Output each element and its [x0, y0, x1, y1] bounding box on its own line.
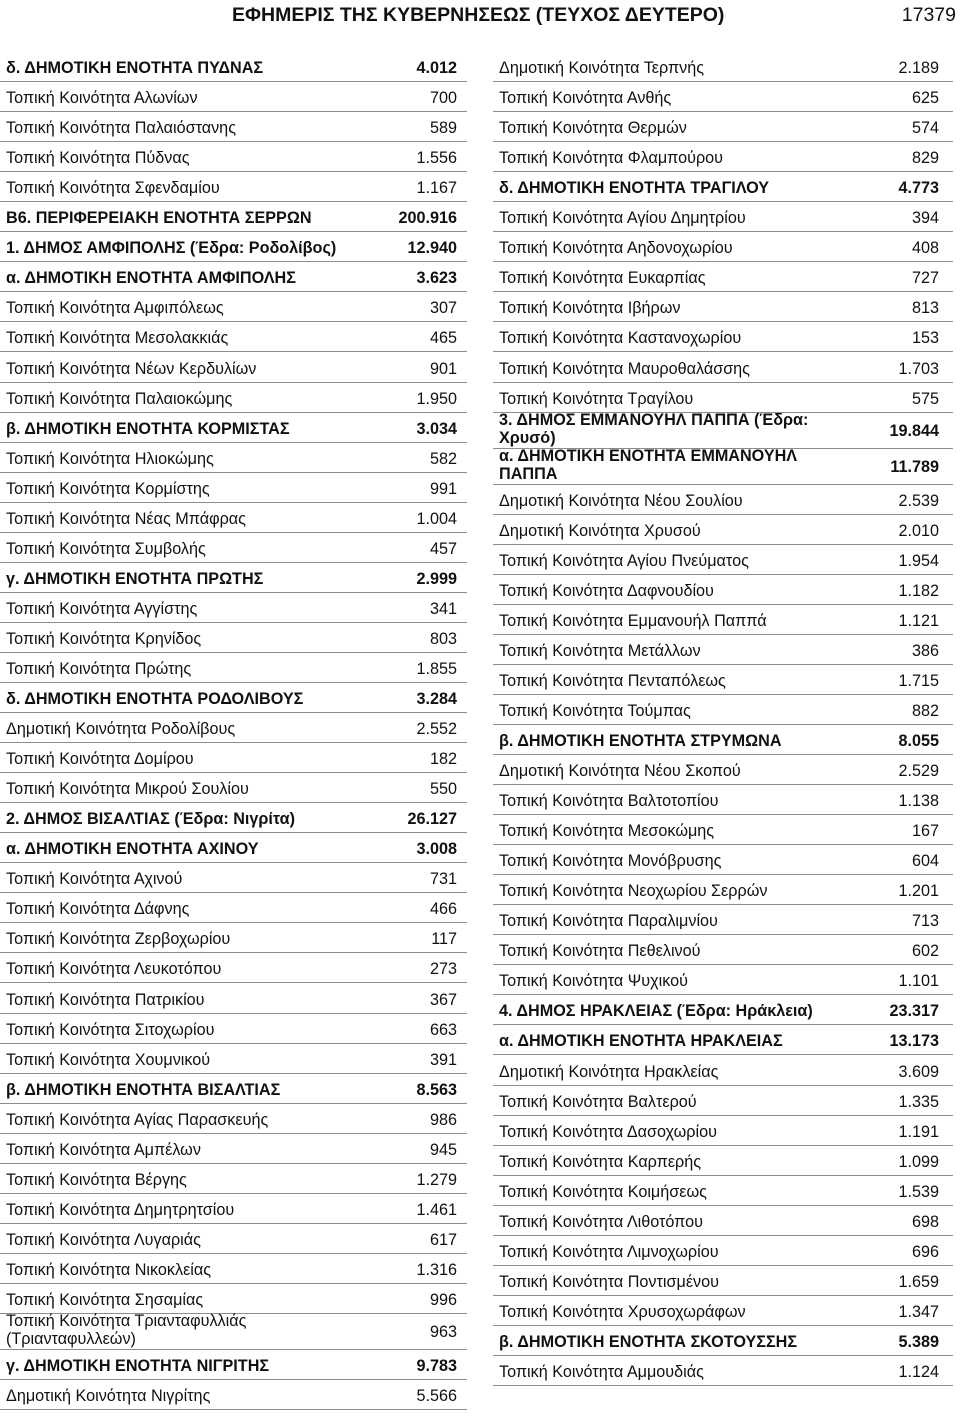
- community-name: α. ΔΗΜΟΤΙΚΗ ΕΝΟΤΗΤΑ ΑΜΦΙΠΟΛΗΣ: [6, 269, 296, 288]
- community-name: Τοπική Κοινότητα Φλαμπούρου: [499, 149, 724, 168]
- community-name: Δημοτική Κοινότητα Νέου Σκοπού: [499, 762, 741, 781]
- population-value: 341: [429, 599, 457, 618]
- section-heading-row: [493, 1326, 953, 1356]
- population-value: 986: [429, 1110, 457, 1129]
- population-value: 2.999: [416, 569, 457, 588]
- table-row: [493, 575, 953, 605]
- population-value: 582: [429, 449, 457, 468]
- table-row: [493, 1146, 953, 1176]
- population-value: 26.127: [407, 810, 457, 829]
- population-value: 2.010: [898, 521, 939, 540]
- community-name: 4. ΔΗΜΟΣ ΗΡΑΚΛΕΙΑΣ (Έδρα: Ηράκλεια): [499, 1002, 813, 1021]
- population-value: 696: [911, 1242, 939, 1261]
- population-value: 882: [911, 701, 939, 720]
- community-name: Τοπική Κοινότητα Καρπερής: [499, 1152, 702, 1171]
- community-name: Δημοτική Κοινότητα Χρυσού: [499, 521, 701, 540]
- section-heading-row: [493, 725, 953, 755]
- population-value: 1.191: [898, 1122, 939, 1141]
- community-name: Τοπική Κοινότητα Νεοχωρίου Σερρών: [499, 882, 768, 901]
- table-row: [493, 292, 953, 322]
- community-name: Τοπική Κοινότητα Βαλτερού: [499, 1092, 697, 1111]
- community-name: Τοπική Κοινότητα Πενταπόλεως: [499, 671, 726, 690]
- population-value: 2.529: [898, 762, 939, 781]
- population-value: 465: [429, 329, 457, 348]
- population-value: 1.954: [898, 551, 939, 570]
- population-value: 550: [429, 780, 457, 799]
- population-value: 1.347: [898, 1302, 939, 1321]
- population-value: 1.121: [898, 611, 939, 630]
- table-row: [0, 292, 467, 322]
- table-row: [0, 1311, 467, 1350]
- community-name: Τοπική Κοινότητα Ηλιοκώμης: [6, 449, 214, 468]
- community-name: δ. ΔΗΜΟΤΙΚΗ ΕΝΟΤΗΤΑ ΠΥΔΝΑΣ: [6, 59, 264, 78]
- community-name: Τοπική Κοινότητα Συμβολής: [6, 539, 206, 558]
- table-row: [0, 443, 467, 473]
- population-value: 1.335: [898, 1092, 939, 1111]
- community-name: Τοπική Κοινότητα Βέργης: [6, 1170, 187, 1189]
- population-value: 167: [911, 822, 939, 841]
- community-name: Δημοτική Κοινότητα Ηρακλείας: [499, 1062, 719, 1081]
- section-heading-row: [0, 262, 467, 292]
- population-value: 1.167: [416, 179, 457, 198]
- population-value: 3.623: [416, 269, 457, 288]
- table-row: [493, 965, 953, 995]
- section-heading-row: [0, 563, 467, 593]
- section-heading-row: [0, 1350, 467, 1380]
- community-name: Τοπική Κοινότητα Δάφνης: [6, 900, 190, 919]
- table-row: [0, 473, 467, 503]
- table-row: [493, 695, 953, 725]
- community-name: Τοπική Κοινότητα Παραλιμνίου: [499, 912, 718, 931]
- population-value: 117: [431, 930, 457, 949]
- table-row: [493, 1236, 953, 1266]
- population-value: 367: [429, 990, 457, 1009]
- section-heading-row: [0, 202, 467, 232]
- community-name: Τοπική Κοινότητα Παλαιόστανης: [6, 119, 236, 138]
- table-row: [0, 593, 467, 623]
- table-row: [0, 1104, 467, 1134]
- table-row: [0, 983, 467, 1013]
- table-row: [0, 112, 467, 142]
- table-row: [493, 875, 953, 905]
- population-value: 1.950: [416, 389, 457, 408]
- population-value: 182: [429, 750, 457, 769]
- community-name: Δημοτική Κοινότητα Ροδολίβους: [6, 720, 236, 739]
- table-row: [0, 893, 467, 923]
- community-name: Τοπική Κοινότητα Λιμνοχωρίου: [499, 1242, 719, 1261]
- community-name: Τοπική Κοινότητα Νέων Κερδυλίων: [6, 359, 257, 378]
- section-heading-row: [0, 232, 467, 262]
- table-row: [0, 623, 467, 653]
- community-name: Τοπική Κοινότητα Μικρού Σουλίου: [6, 780, 249, 799]
- population-value: 602: [911, 942, 939, 961]
- population-value: 1.539: [898, 1182, 939, 1201]
- population-value: 625: [911, 89, 939, 108]
- section-heading-row: [0, 413, 467, 443]
- table-row: [0, 953, 467, 983]
- table-row: [493, 515, 953, 545]
- community-name: Τοπική Κοινότητα Σφενδαμίου: [6, 179, 220, 198]
- table-row: [0, 713, 467, 743]
- community-name: Τοπική Κοινότητα Αμφιπόλεως: [6, 299, 224, 318]
- population-value: 1.703: [898, 359, 939, 378]
- community-name: Τοπική Κοινότητα Κοιμήσεως: [499, 1182, 707, 1201]
- community-name: Τοπική Κοινότητα Παλαιοκώμης: [6, 389, 233, 408]
- community-name: Τοπική Κοινότητα Αγίου Πνεύματος: [499, 551, 749, 570]
- community-name: Τοπική Κοινότητα Δομίρου: [6, 750, 194, 769]
- community-name: Τοπική Κοινότητα Νικοκλείας: [6, 1260, 212, 1279]
- population-value: 829: [911, 149, 939, 168]
- population-value: 963: [429, 1323, 457, 1342]
- table-row: [493, 845, 953, 875]
- table-row: [0, 1254, 467, 1284]
- table-row: [493, 262, 953, 292]
- population-value: 901: [429, 359, 457, 378]
- community-name: β. ΔΗΜΟΤΙΚΗ ΕΝΟΤΗΤΑ ΚΟΡΜΙΣΤΑΣ: [6, 419, 290, 438]
- population-value: 700: [429, 89, 457, 108]
- table-row: [0, 1194, 467, 1224]
- community-name: Τοπική Κοινότητα Ψυχικού: [499, 972, 688, 991]
- table-row: [493, 605, 953, 635]
- table-row: [493, 142, 953, 172]
- community-name: Τοπική Κοινότητα Ποντισμένου: [499, 1272, 719, 1291]
- community-name: Τοπική Κοινότητα Καστανοχωρίου: [499, 329, 742, 348]
- community-name: Τοπική Κοινότητα Ευκαρπίας: [499, 269, 706, 288]
- population-value: 996: [429, 1290, 457, 1309]
- right-column-table: [493, 52, 953, 1386]
- table-row: [0, 142, 467, 172]
- section-heading-row: [0, 52, 467, 82]
- community-name: Τοπική Κοινότητα Μεσολακκιάς: [6, 329, 229, 348]
- table-row: [493, 1206, 953, 1236]
- population-value: 386: [911, 641, 939, 660]
- community-name: Δημοτική Κοινότητα Νιγρίτης: [6, 1387, 211, 1406]
- community-name: Τοπική Κοινότητα Λευκοτόπου: [6, 960, 222, 979]
- table-row: [493, 112, 953, 142]
- population-value: 617: [429, 1230, 457, 1249]
- population-value: 2.552: [416, 720, 457, 739]
- community-name: Τοπική Κοινότητα Αηδονοχωρίου: [499, 239, 733, 258]
- community-name: Τοπική Κοινότητα Μετάλλων: [499, 641, 701, 660]
- community-name: Τοπική Κοινότητα Θερμών: [499, 119, 687, 138]
- community-name: 1. ΔΗΜΟΣ ΑΜΦΙΠΟΛΗΣ (Έδρα: Ροδολίβος): [6, 239, 337, 258]
- population-value: 408: [911, 239, 939, 258]
- population-value: 1.279: [416, 1170, 457, 1189]
- table-row: [493, 1356, 953, 1386]
- population-value: 2.539: [898, 491, 939, 510]
- page-header: [0, 0, 960, 34]
- population-value: 1.182: [898, 581, 939, 600]
- table-row: [493, 485, 953, 515]
- table-row: [493, 1116, 953, 1146]
- table-row: [493, 905, 953, 935]
- community-name: Τοπική Κοινότητα Τριανταφυλλιάς (Τριανταφυλλεών): [6, 1311, 247, 1348]
- community-name: Τοπική Κοινότητα Μαυροθαλάσσης: [499, 359, 750, 378]
- population-value: 663: [429, 1020, 457, 1039]
- table-row: [493, 545, 953, 575]
- community-name: Τοπική Κοινότητα Λυγαριάς: [6, 1230, 201, 1249]
- table-row: [493, 635, 953, 665]
- community-name: γ. ΔΗΜΟΤΙΚΗ ΕΝΟΤΗΤΑ ΠΡΩΤΗΣ: [6, 569, 264, 588]
- section-heading-row: [493, 1025, 953, 1055]
- table-row: [0, 773, 467, 803]
- table-row: [493, 52, 953, 82]
- population-value: 574: [911, 119, 939, 138]
- community-name: Τοπική Κοινότητα Νέας Μπάφρας: [6, 509, 246, 528]
- table-row: [493, 1086, 953, 1116]
- population-value: 394: [911, 209, 939, 228]
- population-value: 575: [911, 389, 939, 408]
- community-name: Τοπική Κοινότητα Πρώτης: [6, 659, 192, 678]
- gazette-title: ΕΦΗΜΕΡΙΣ ΤΗΣ ΚΥΒΕΡΝΗΣΕΩΣ (ΤΕΥΧΟΣ ΔΕΥΤΕΡΟ): [232, 4, 725, 26]
- population-value: 1.201: [898, 882, 939, 901]
- population-value: 945: [429, 1140, 457, 1159]
- population-value: 727: [911, 269, 939, 288]
- table-row: [0, 863, 467, 893]
- community-name: Τοπική Κοινότητα Δημητρητσίου: [6, 1200, 235, 1219]
- section-heading-row: [493, 410, 953, 449]
- community-name: Τοπική Κοινότητα Ιβήρων: [499, 299, 681, 318]
- population-value: 1.556: [416, 149, 457, 168]
- table-row: [0, 1164, 467, 1194]
- population-value: 23.317: [889, 1002, 939, 1021]
- population-value: 1.004: [416, 509, 457, 528]
- community-name: Τοπική Κοινότητα Αλωνίων: [6, 89, 198, 108]
- community-name: Τοπική Κοινότητα Αγίας Παρασκευής: [6, 1110, 269, 1129]
- community-name: Τοπική Κοινότητα Αχινού: [6, 870, 183, 889]
- table-row: [493, 202, 953, 232]
- population-value: 8.563: [416, 1080, 457, 1099]
- population-value: 1.659: [898, 1272, 939, 1291]
- population-value: 1.715: [898, 671, 939, 690]
- table-row: [0, 503, 467, 533]
- population-value: 9.783: [416, 1357, 457, 1376]
- community-name: Τοπική Κοινότητα Εμμανουήλ Παππά: [499, 611, 767, 630]
- population-value: 1.855: [416, 659, 457, 678]
- community-name: β. ΔΗΜΟΤΙΚΗ ΕΝΟΤΗΤΑ ΣΤΡΥΜΩΝΑ: [499, 731, 782, 750]
- population-value: 803: [429, 629, 457, 648]
- population-value: 2.189: [898, 59, 939, 78]
- table-row: [493, 1296, 953, 1326]
- section-heading-row: [493, 446, 953, 485]
- page-number: 17379: [901, 4, 956, 26]
- population-value: 3.284: [416, 690, 457, 709]
- community-name: Τοπική Κοινότητα Αμπέλων: [6, 1140, 201, 1159]
- community-name: Τοπική Κοινότητα Τούμπας: [499, 701, 691, 720]
- table-row: [0, 1284, 467, 1314]
- population-value: 698: [911, 1212, 939, 1231]
- community-name: Τοπική Κοινότητα Ανθής: [499, 89, 672, 108]
- community-name: Τοπική Κοινότητα Χουμνικού: [6, 1050, 211, 1069]
- population-value: 391: [429, 1050, 457, 1069]
- community-name: Τοπική Κοινότητα Σησαμίας: [6, 1290, 204, 1309]
- community-name: α. ΔΗΜΟΤΙΚΗ ΕΝΟΤΗΤΑ ΑΧΙΝΟΥ: [6, 840, 259, 859]
- community-name: Τοπική Κοινότητα Κρηνίδος: [6, 629, 202, 648]
- community-name: α. ΔΗΜΟΤΙΚΗ ΕΝΟΤΗΤΑ ΕΜΜΑΝΟΥΗΛ ΠΑΠΠΑ: [499, 446, 798, 483]
- population-value: 1.099: [898, 1152, 939, 1171]
- community-name: Τοπική Κοινότητα Αμμουδιάς: [499, 1362, 704, 1381]
- table-row: [493, 1266, 953, 1296]
- table-row: [0, 172, 467, 202]
- table-row: [0, 653, 467, 683]
- population-value: 13.173: [889, 1032, 939, 1051]
- population-value: 307: [429, 299, 457, 318]
- section-heading-row: [0, 683, 467, 713]
- population-value: 713: [911, 912, 939, 931]
- community-name: Τοπική Κοινότητα Κορμίστης: [6, 479, 210, 498]
- table-row: [493, 82, 953, 112]
- table-row: [493, 935, 953, 965]
- community-name: α. ΔΗΜΟΤΙΚΗ ΕΝΟΤΗΤΑ ΗΡΑΚΛΕΙΑΣ: [499, 1032, 783, 1051]
- table-row: [0, 1380, 467, 1410]
- table-row: [493, 815, 953, 845]
- population-value: 4.773: [898, 179, 939, 198]
- section-heading-row: [0, 833, 467, 863]
- community-name: 3. ΔΗΜΟΣ ΕΜΜΑΝΟΥΗΛ ΠΑΠΠΑ (Έδρα: Χρυσό): [499, 410, 809, 447]
- table-row: [0, 352, 467, 382]
- table-row: [0, 1014, 467, 1044]
- population-value: 4.012: [416, 59, 457, 78]
- community-name: Τοπική Κοινότητα Μεσοκώμης: [499, 822, 715, 841]
- table-row: [493, 1055, 953, 1085]
- community-name: Τοπική Κοινότητα Δασοχωρίου: [499, 1122, 717, 1141]
- table-row: [0, 1224, 467, 1254]
- table-row: [493, 755, 953, 785]
- population-value: 3.609: [898, 1062, 939, 1081]
- table-row: [0, 533, 467, 563]
- population-value: 19.844: [889, 422, 939, 441]
- population-value: 1.138: [898, 792, 939, 811]
- community-name: Τοπική Κοινότητα Αγγίστης: [6, 599, 198, 618]
- section-heading-row: [0, 803, 467, 833]
- table-row: [0, 923, 467, 953]
- community-name: β. ΔΗΜΟΤΙΚΗ ΕΝΟΤΗΤΑ ΣΚΟΤΟΥΣΣΗΣ: [499, 1332, 798, 1351]
- section-heading-row: [0, 1074, 467, 1104]
- community-name: Τοπική Κοινότητα Αγίου Δημητρίου: [499, 209, 746, 228]
- population-value: 11.789: [890, 458, 939, 477]
- population-value: 991: [429, 479, 457, 498]
- table-row: [0, 82, 467, 112]
- population-value: 457: [429, 539, 457, 558]
- population-value: 5.389: [898, 1332, 939, 1351]
- population-value: 1.461: [416, 1200, 457, 1219]
- population-value: 589: [429, 119, 457, 138]
- table-row: [493, 352, 953, 382]
- community-name: Τοπική Κοινότητα Μονόβρυσης: [499, 852, 722, 871]
- community-name: Τοπική Κοινότητα Σιτοχωρίου: [6, 1020, 215, 1039]
- table-row: [0, 1134, 467, 1164]
- table-row: [493, 785, 953, 815]
- population-value: 731: [429, 870, 457, 889]
- population-value: 1.316: [416, 1260, 457, 1279]
- population-value: 12.940: [407, 239, 457, 258]
- community-name: δ. ΔΗΜΟΤΙΚΗ ΕΝΟΤΗΤΑ ΤΡΑΓΙΛΟΥ: [499, 179, 770, 198]
- community-name: Τοπική Κοινότητα Πατρικίου: [6, 990, 205, 1009]
- population-value: 1.124: [898, 1362, 939, 1381]
- table-row: [0, 383, 467, 413]
- community-name: Τοπική Κοινότητα Ζερβοχωρίου: [6, 930, 231, 949]
- population-value: 3.034: [416, 419, 457, 438]
- section-heading-row: [493, 172, 953, 202]
- table-row: [493, 383, 953, 413]
- community-name: 2. ΔΗΜΟΣ ΒΙΣΑΛΤΙΑΣ (Έδρα: Νιγρίτα): [6, 810, 296, 829]
- community-name: β. ΔΗΜΟΤΙΚΗ ΕΝΟΤΗΤΑ ΒΙΣΑΛΤΙΑΣ: [6, 1080, 281, 1099]
- population-value: 1.101: [898, 972, 939, 991]
- community-name: δ. ΔΗΜΟΤΙΚΗ ΕΝΟΤΗΤΑ ΡΟΔΟΛΙΒΟΥΣ: [6, 690, 304, 709]
- community-name: Τοπική Κοινότητα Βαλτοτοπίου: [499, 792, 719, 811]
- table-row: [0, 743, 467, 773]
- table-row: [493, 232, 953, 262]
- table-row: [0, 322, 467, 352]
- community-name: Τοπική Κοινότητα Χρυσοχωράφων: [499, 1302, 746, 1321]
- table-row: [493, 322, 953, 352]
- community-name: Τοπική Κοινότητα Δαφνουδίου: [499, 581, 714, 600]
- community-name: Τοπική Κοινότητα Λιθοτόπου: [499, 1212, 703, 1231]
- community-name: Τοπική Κοινότητα Τραγίλου: [499, 389, 694, 408]
- population-value: 604: [911, 852, 939, 871]
- community-name: Β6. ΠΕΡΙΦΕΡΕΙΑΚΗ ΕΝΟΤΗΤΑ ΣΕΡΡΩΝ: [6, 209, 312, 228]
- table-row: [0, 1044, 467, 1074]
- table-row: [493, 1176, 953, 1206]
- community-name: γ. ΔΗΜΟΤΙΚΗ ΕΝΟΤΗΤΑ ΝΙΓΡΙΤΗΣ: [6, 1357, 270, 1376]
- population-value: 5.566: [416, 1387, 457, 1406]
- community-name: Δημοτική Κοινότητα Νέου Σουλίου: [499, 491, 743, 510]
- population-value: 200.916: [398, 209, 457, 228]
- population-value: 813: [911, 299, 939, 318]
- left-column-table: [0, 52, 467, 1410]
- population-value: 3.008: [416, 840, 457, 859]
- community-name: Δημοτική Κοινότητα Τερπνής: [499, 59, 705, 78]
- population-value: 8.055: [898, 731, 939, 750]
- section-heading-row: [493, 995, 953, 1025]
- population-value: 466: [429, 900, 457, 919]
- table-row: [493, 665, 953, 695]
- population-value: 273: [429, 960, 457, 979]
- community-name: Τοπική Κοινότητα Πεθελινού: [499, 942, 701, 961]
- community-name: Τοπική Κοινότητα Πύδνας: [6, 149, 190, 168]
- population-value: 153: [911, 329, 939, 348]
